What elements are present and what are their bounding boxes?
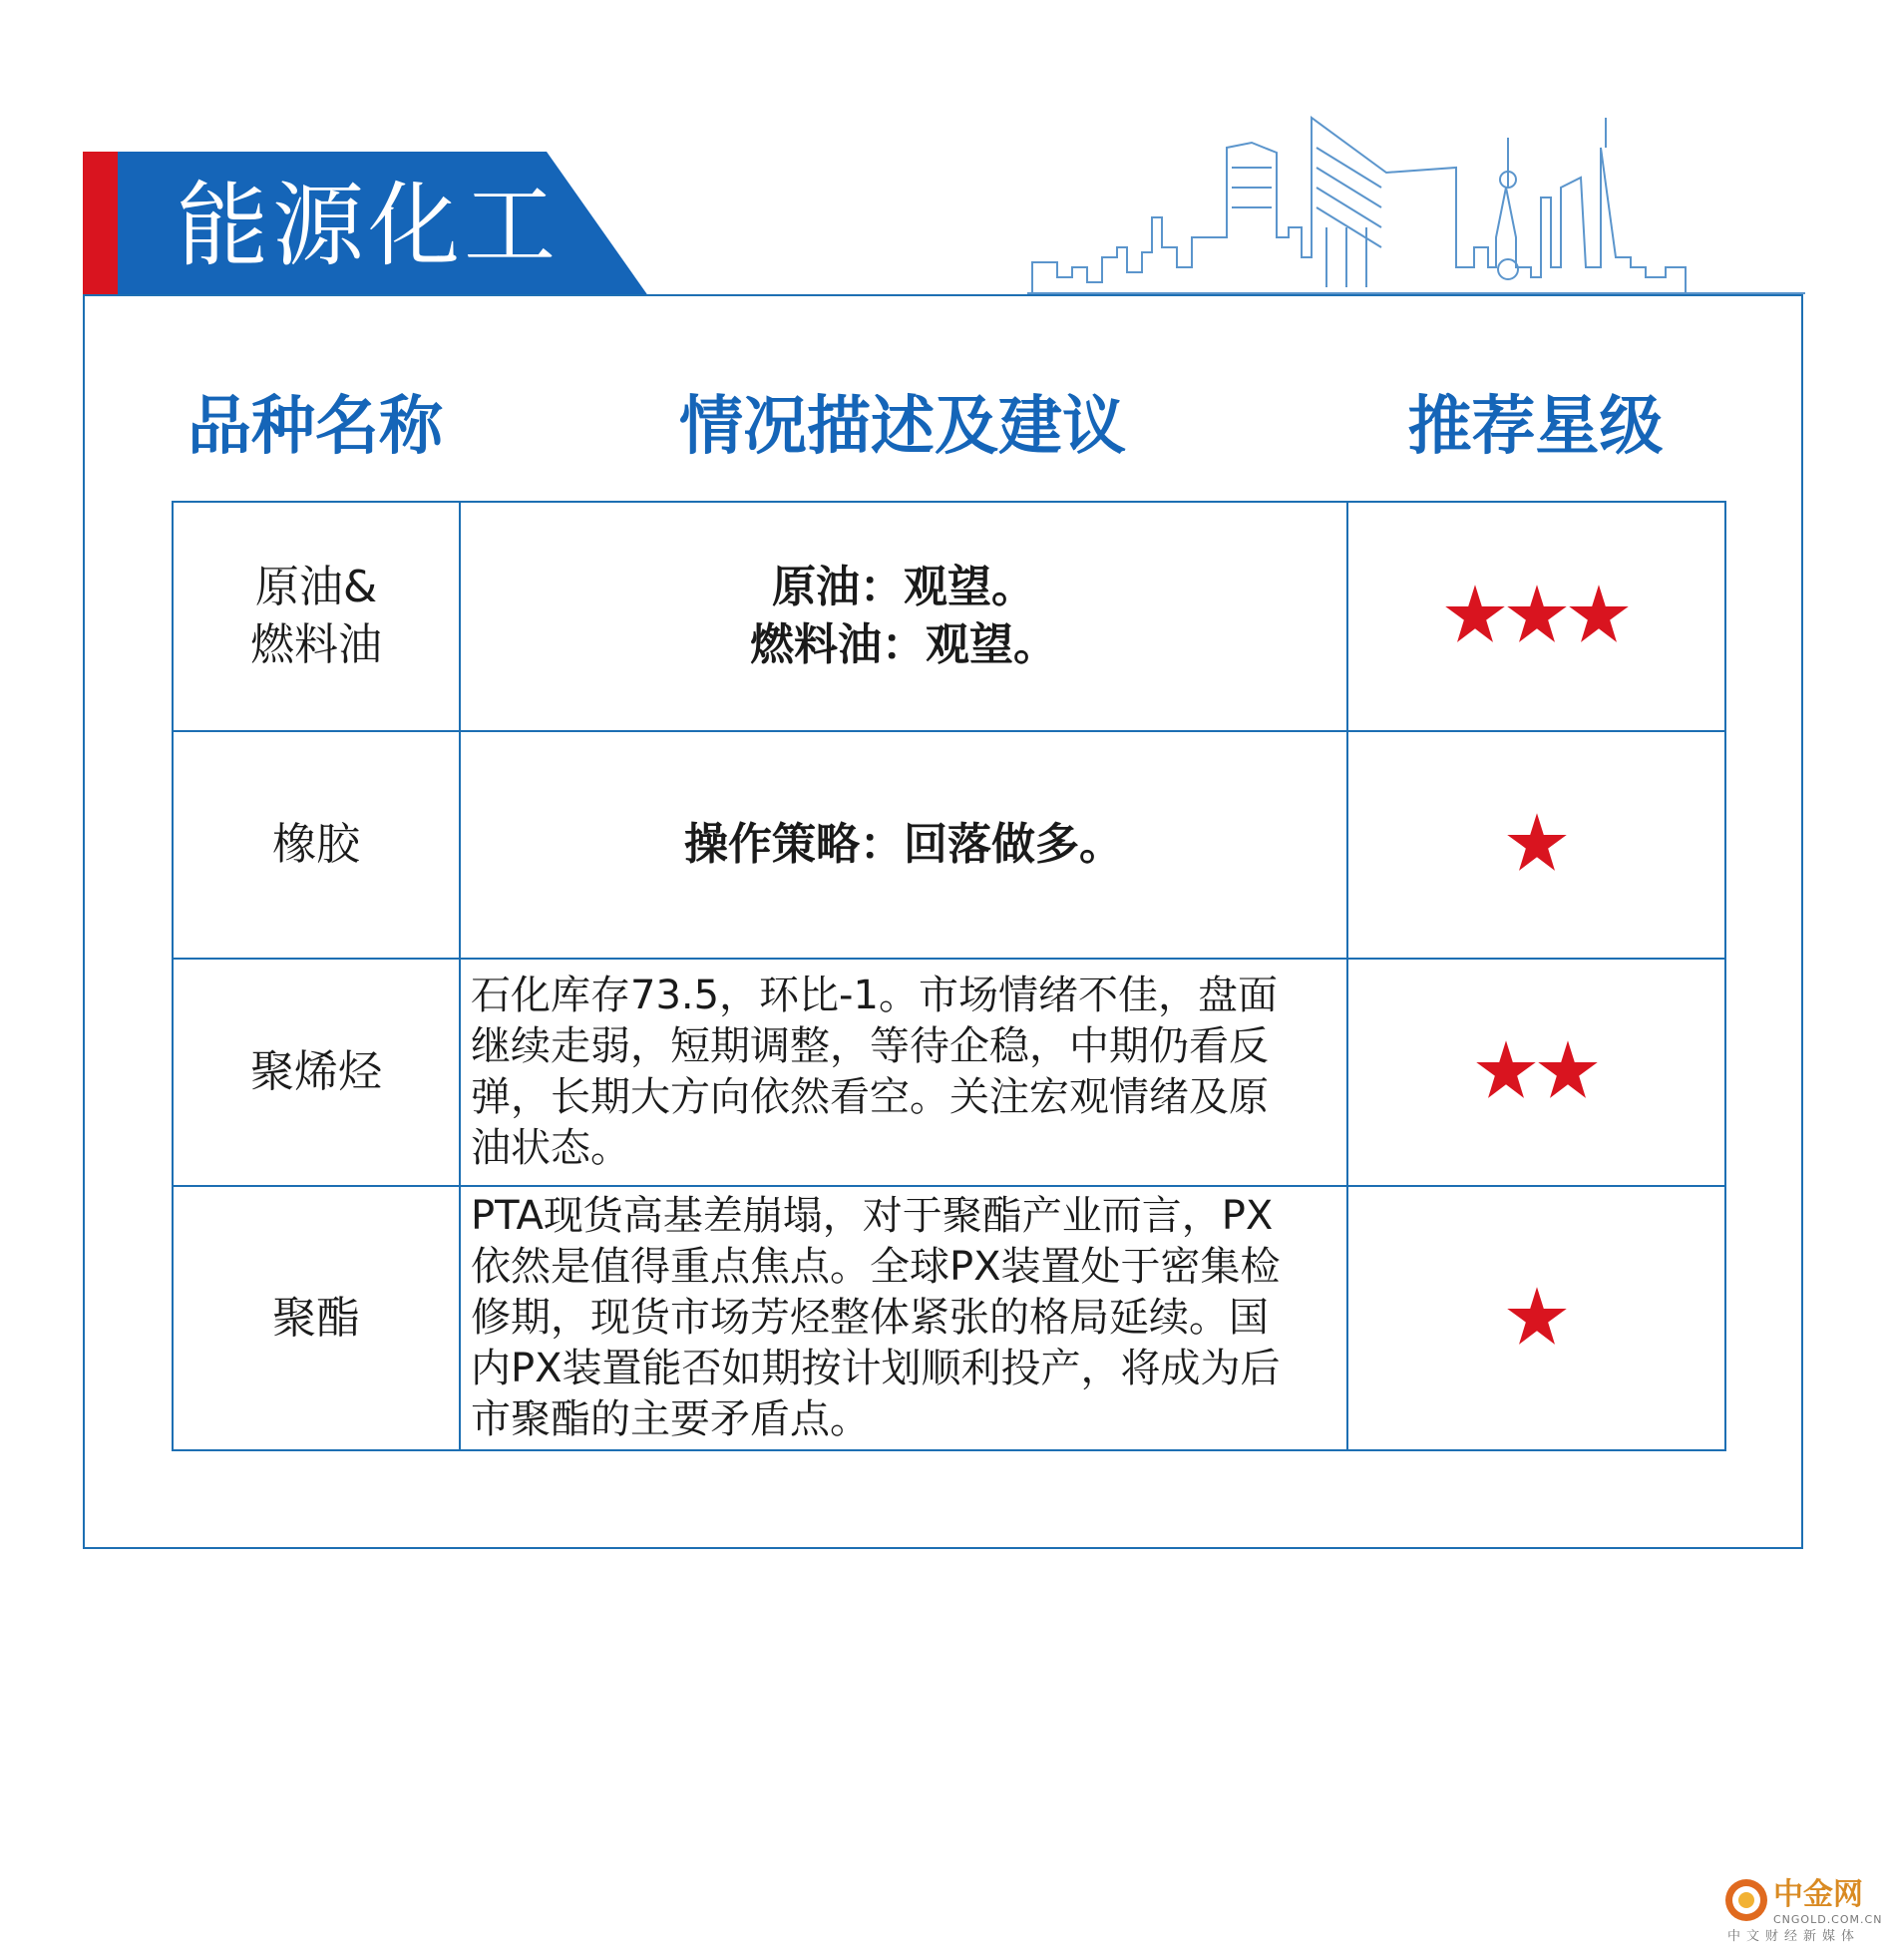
star-rating: [1347, 731, 1725, 959]
star-icon: [1568, 585, 1630, 644]
description-cell: [460, 1186, 1347, 1450]
description-line: 操作策略：回落做多。: [684, 819, 1123, 870]
variety-name-cell: [173, 959, 460, 1186]
star-rating: [1347, 959, 1725, 1186]
variety-name-line: 聚烯烃: [250, 1046, 382, 1097]
description-line: 油状态。: [471, 1125, 630, 1171]
variety-name-cell: [173, 731, 460, 959]
table-row: [173, 1186, 1725, 1450]
variety-name-line: 聚酯: [272, 1292, 360, 1344]
star-icon: [1506, 1287, 1568, 1347]
variety-name-line: 原油&: [254, 562, 378, 612]
variety-name-cell: [173, 502, 460, 731]
description-line: 燃料油：观望。: [750, 619, 1057, 670]
description-line: 石化库存73.5，环比-1。市场情绪不佳，盘面: [471, 973, 1278, 1018]
variety-name-cell: [173, 1186, 460, 1450]
description-line: 内PX装置能否如期按计划顺利投产，将成为后: [471, 1346, 1281, 1391]
star-rating: [1347, 502, 1725, 731]
star-icon: [1506, 813, 1568, 873]
description-cell: [460, 502, 1347, 731]
star-icon: [1537, 1040, 1599, 1100]
star-icon: [1506, 585, 1568, 644]
description-cell: [460, 731, 1347, 959]
city-skyline-illustration: [1027, 108, 1805, 297]
star-icon: [1444, 585, 1506, 644]
star-icon: [1475, 1040, 1537, 1100]
description-line: 原油：观望。: [772, 562, 1035, 612]
variety-name-line: 燃料油: [250, 619, 382, 670]
description-line: 依然是值得重点焦点。全球PX装置处于密集检: [471, 1244, 1281, 1290]
header-name: 品种名称: [188, 390, 443, 464]
section-banner: [83, 152, 651, 300]
cngold-logo-icon: [1723, 1877, 1769, 1923]
logo-domain: CNGOLD.COM.CN: [1773, 1913, 1883, 1926]
variety-name-line: 橡胶: [272, 819, 360, 870]
table-row: [173, 731, 1725, 959]
table-row: [173, 959, 1725, 1186]
description-line: 继续走弱，短期调整，等待企稳，中期仍看反: [471, 1023, 1269, 1069]
table-row: [173, 502, 1725, 731]
description-line: 市聚酯的主要矛盾点。: [471, 1396, 870, 1442]
logo-tagline: 中文财经新媒体: [1727, 1929, 1861, 1944]
section-title: 能源化工: [177, 173, 561, 279]
star-rating: [1347, 1186, 1725, 1450]
logo-name: 中金网: [1773, 1877, 1863, 1912]
description-cell: [460, 959, 1347, 1186]
recommendation-table: [172, 501, 1726, 1451]
description-line: PTA现货高基差崩塌，对于聚酯产业而言，PX: [471, 1193, 1274, 1239]
header-description: 情况描述及建议: [679, 390, 1126, 464]
description-line: 弹，长期大方向依然看空。关注宏观情绪及原: [471, 1074, 1269, 1120]
header-rating: 推荐星级: [1407, 390, 1664, 464]
description-line: 修期，现货市场芳烃整体紧张的格局延续。国: [471, 1295, 1269, 1341]
